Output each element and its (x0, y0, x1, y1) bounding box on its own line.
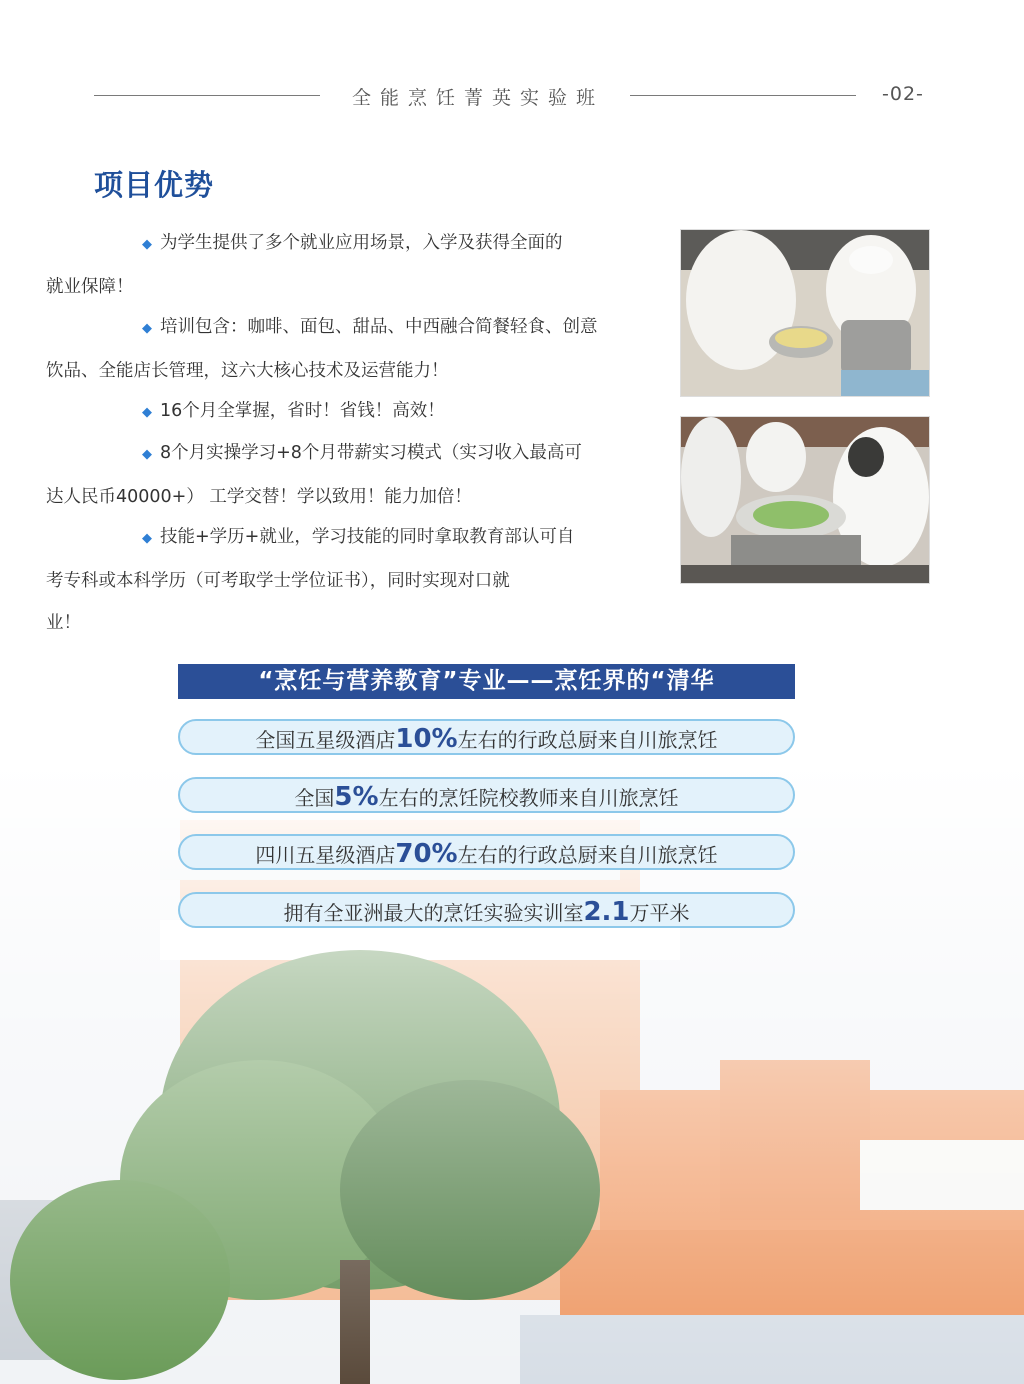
stat-text-pre: 四川五星级酒店 (255, 843, 396, 867)
diamond-bullet-icon: ◆ (142, 405, 152, 420)
diamond-bullet-icon: ◆ (142, 321, 152, 336)
paragraph-4 (46, 432, 634, 518)
page-header (94, 80, 934, 110)
stat-text-post: 左右的烹饪院校教师来自川旅烹饪 (378, 786, 679, 810)
paragraph-4-line-2: 达人民币40000+） 工学交替！学以致用！能力加倍！ (46, 487, 472, 507)
paragraph-1-line-1: 为学生提供了多个就业应用场景，入学及获得全面的 (160, 233, 563, 253)
paragraph-1 (46, 222, 634, 308)
photo-students-baking (680, 229, 930, 397)
photo-chef-plating (680, 416, 930, 584)
paragraph-1-line-2: 就业保障！ (46, 277, 134, 297)
photo-students-baking-illustration (681, 230, 929, 396)
stat-text-pre: 全国五星级酒店 (255, 728, 396, 752)
stat-number: 10% (395, 724, 458, 754)
stat-text-pre: 全国 (294, 786, 335, 810)
stat-text-pre: 拥有全亚洲最大的烹饪实验实训室 (283, 901, 584, 925)
stat-pill (178, 892, 795, 928)
stat-number: 70% (395, 839, 458, 869)
diamond-bullet-icon: ◆ (142, 531, 152, 546)
stat-pill (178, 777, 795, 813)
page-number: -02- (882, 83, 924, 105)
major-banner: “烹饪与营养教育”专业——烹饪界的“清华 (178, 664, 795, 699)
paragraph-2-line-1: 培训包含：咖啡、面包、甜品、中西融合简餐轻食、创意 (160, 317, 598, 337)
stat-text-post: 左右的行政总厨来自川旅烹饪 (457, 728, 718, 752)
paragraph-3 (94, 390, 634, 434)
paragraph-2 (46, 306, 634, 392)
paragraph-5 (46, 516, 634, 644)
stat-number: 2.1 (583, 897, 630, 927)
paragraph-2-line-2: 饮品、全能店长管理，这六大核心技术及运营能力！ (46, 361, 449, 381)
paragraph-5-line-1: 技能+学历+就业，学习技能的同时拿取教育部认可自 (160, 527, 575, 547)
diamond-bullet-icon: ◆ (142, 237, 152, 252)
paragraph-5-line-2: 考专科或本科学历（可考取学士学位证书），同时实现对口就 (46, 571, 510, 591)
header-rule-left (94, 95, 320, 96)
stat-text-post: 万平米 (629, 901, 690, 925)
paragraph-4-line-1: 8个月实操学习+8个月带薪实习模式（实习收入最高可 (160, 443, 582, 463)
paragraph-5-line-3: 业！ (46, 613, 81, 633)
paragraph-3-line-1: 16个月全掌握，省时！省钱！高效！ (160, 401, 445, 421)
stat-text-post: 左右的行政总厨来自川旅烹饪 (457, 843, 718, 867)
stat-pill (178, 834, 795, 870)
header-rule-right (630, 95, 856, 96)
header-title: 全能烹饪菁英实验班 (351, 87, 604, 109)
stat-pill (178, 719, 795, 755)
stat-number: 5% (334, 782, 379, 812)
section-title: 项目优势 (94, 168, 215, 202)
diamond-bullet-icon: ◆ (142, 447, 152, 462)
photo-chef-plating-illustration (681, 417, 929, 583)
